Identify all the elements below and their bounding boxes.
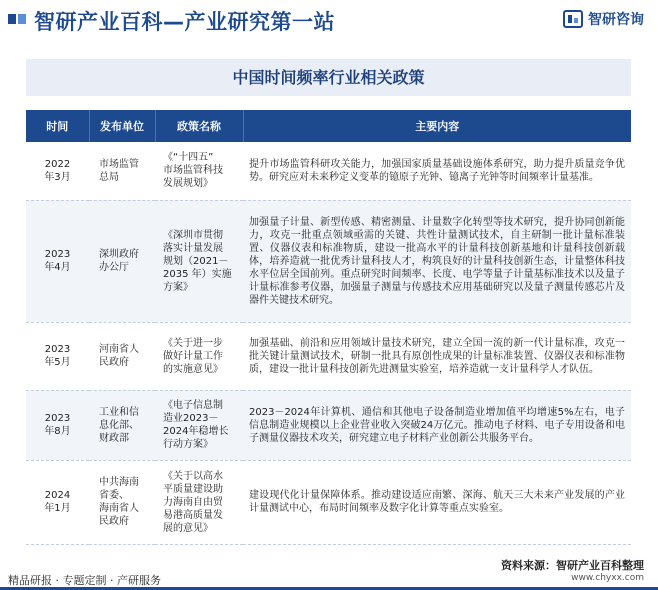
table-row (26, 142, 631, 200)
cell-text: 中共海南 省委、 海南省人 民政府 (99, 477, 139, 527)
top-header (0, 0, 658, 38)
cell-time (26, 200, 89, 322)
table-row (26, 390, 631, 460)
table-row (26, 322, 631, 390)
policy-table (26, 110, 631, 545)
title-banner (26, 59, 631, 96)
cell-text: 《关于以高水 平质量建设助 力海南自由贸 易港高质量发 展的意见》 (163, 470, 223, 534)
cell-dept (89, 200, 155, 322)
table-row (26, 200, 631, 322)
cell-text: 2023 年4月 (44, 249, 71, 273)
cell-text: 河南省人 民政府 (99, 344, 139, 368)
cell-policy-name (155, 142, 243, 200)
column-header-dept: 发布单位 (89, 110, 155, 142)
column-header-content: 主要内容 (243, 110, 631, 142)
site-title: 智研产业百科—产业研究第一站 (34, 10, 335, 34)
cell-text: 2024 年1月 (44, 490, 71, 514)
cell-text: 深圳政府 办公厅 (99, 249, 139, 273)
zhiyan-logo-icon (563, 10, 583, 28)
cell-time (26, 142, 89, 200)
cell-time (26, 460, 89, 544)
footer-tagline: 精品研报 · 专题定制 · 产研服务 (8, 574, 161, 587)
site-url[interactable]: www.chyxx.com (571, 573, 644, 583)
cell-content: 提升市场监管科研攻关能力，加强国家质量基础设施体系研究，助力提升质量竞争优势。研究应对未来秒定义变革的镱原子光钟、镱离子光钟等时间频率计量基准。 (243, 142, 631, 200)
cell-time (26, 322, 89, 390)
cell-time (26, 390, 89, 460)
cell-dept (89, 460, 155, 544)
cell-content: 2023－2024年计算机、通信和其他电子设备制造业增加值平均增速5%左右，电子信息制造业规模以上企业营业收入突破24万亿元。推动电子材料、电子专用设备和电子测量仪器技术攻关，研究建立电子材料产业创新公共服务平台。 (243, 390, 631, 460)
cell-dept (89, 142, 155, 200)
page-title: 中国时间频率行业相关政策 (232, 68, 425, 87)
cell-policy-name (155, 322, 243, 390)
cell-content: 加强量子计量、新型传感、精密测量、计量数字化转型等技术研究，提升协同创新能力，攻克一批重点领域亟需的关键、共性计量测试技术，自主研制一批计量标准装置、仪器仪表和标准物质，建设一批高水平的计量科技创新基地和计量科技创新载体，培养造就一批优秀计量科技人才，构筑良好的计量科技创新生态，计量整体科技水平位居全国前列。重点研究时间频率、长度、电学等量子计量基标准技术以及量子计量标准参考仪器，加强量子测量与传感技术应用基础研究以及量子测量传感芯片及器件关键技术研究。 (243, 200, 631, 322)
cell-text: 《深圳市贯彻 落实计量发展 规划（2021－ 2035 年）实施 方案》 (163, 229, 232, 293)
cell-content: 加强基础、前沿和应用领域计量技术研究，建立全国一流的新一代计量标准，攻克一批关键计量测试技术，研制一批具有原创性成果的计量标准装置、仪器仪表和标准物质，建设一批计量科技创新先进测量实验室，培养造就一支计量科学人才队伍。 (243, 322, 631, 390)
source-note: 资料来源：智研产业百科整理 (501, 559, 644, 572)
cell-text: 2023 年8月 (44, 413, 71, 437)
cell-policy-name (155, 200, 243, 322)
cell-text: 《关于进一步 做好计量工作 的实施意见》 (163, 337, 223, 375)
table-header-row (26, 110, 631, 142)
column-header-name: 政策名称 (155, 110, 243, 142)
cell-dept (89, 322, 155, 390)
brand-name: 智研咨询 (588, 12, 644, 28)
decorative-squares-icon (8, 11, 28, 27)
cell-content: 建设现代化计量保障体系。推动建设适应南繁、深海、航天三大未来产业发展的产业计量测试中心，布局时间频率及数字化计算等重点实验室。 (243, 460, 631, 544)
cell-text: 2022 年3月 (44, 158, 71, 183)
cell-text: 市场监管 总局 (99, 158, 139, 183)
cell-policy-name (155, 390, 243, 460)
brand[interactable] (563, 9, 644, 29)
cell-text: 《“十四五” 市场监管科技 发展规划》 (163, 152, 223, 190)
cell-dept (89, 390, 155, 460)
cell-policy-name (155, 460, 243, 544)
cell-text: 工业和信 息化部、 财政部 (99, 406, 139, 444)
cell-text: 《电子信息制 造业2023－ 2024年稳增长 行动方案》 (163, 400, 229, 450)
table-row (26, 460, 631, 544)
cell-text: 2023 年5月 (44, 344, 71, 368)
column-header-time: 时间 (26, 110, 89, 142)
